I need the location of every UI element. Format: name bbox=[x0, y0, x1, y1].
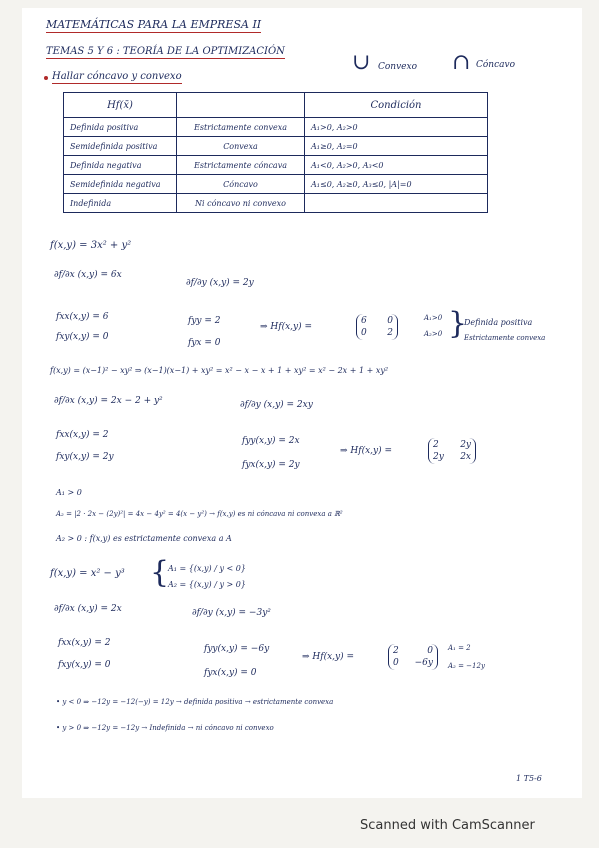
ex3-cond-a2: A₂ = −12y bbox=[448, 662, 485, 670]
matrix-cell: 2y bbox=[460, 440, 471, 450]
page-number: 1 T5-6 bbox=[516, 774, 542, 783]
ex1-function: f(x,y) = 3x² + y² bbox=[50, 240, 132, 251]
ex3-fxy: fxy(x,y) = 0 bbox=[58, 660, 111, 670]
ex2-hessian-matrix bbox=[428, 438, 476, 464]
table-header-condition: Condición bbox=[305, 93, 488, 118]
section-title: Hallar cóncavo y convexo bbox=[52, 71, 182, 82]
table-cell: Indefinida bbox=[64, 194, 177, 213]
ex3-line-2: • y > 0 ⇒ −12y = −12y → Indefinida → ni cóncavo ni convexo bbox=[56, 724, 274, 732]
table-header-type bbox=[177, 93, 305, 118]
ex1-fyy: fyy = 2 bbox=[188, 316, 221, 326]
scanner-watermark: Scanned with CamScanner bbox=[360, 818, 535, 833]
ex1-cond-a2: A₂>0 bbox=[424, 330, 443, 338]
table-cell: Cóncavo bbox=[177, 175, 305, 194]
ex2-a2: A₂ = |2 · 2x − (2y)²| = 4x − 4y² = 4(x − y²) → f(x,y) es ni cóncava ni convexa a ℝ² bbox=[56, 510, 343, 518]
ex2-fyx: fyx(x,y) = 2y bbox=[242, 460, 300, 470]
ex1-dfx: ∂f/∂x (x,y) = 6x bbox=[54, 270, 122, 280]
ex3-hf-label: ⇒ Hf(x,y) = bbox=[302, 652, 355, 662]
ex1-cond-a1: A₁>0 bbox=[424, 314, 443, 322]
page-subtitle: TEMAS 5 Y 6 : TEORÍA DE LA OPTIMIZACIÓN bbox=[46, 46, 285, 57]
ex1-hessian-matrix bbox=[356, 314, 398, 340]
matrix-cell: −6y bbox=[414, 658, 433, 668]
bullet-dot bbox=[44, 76, 48, 80]
ex1-hf-label: ⇒ Hf(x,y) = bbox=[260, 322, 313, 332]
table-cell: Semidefinida negativa bbox=[64, 175, 177, 194]
matrix-cell: 0 bbox=[361, 328, 367, 338]
ex1-fxx: fxx(x,y) = 6 bbox=[56, 312, 109, 322]
matrix-cell: 0 bbox=[393, 658, 399, 668]
ex1-fxy: fxy(x,y) = 0 bbox=[56, 332, 109, 342]
ex3-set-1: A₁ = {(x,y) / y < 0} bbox=[168, 564, 246, 573]
ex2-fxx: fxx(x,y) = 2 bbox=[56, 430, 109, 440]
ex1-dfy: ∂f/∂y (x,y) = 2y bbox=[186, 278, 254, 288]
table-row bbox=[64, 156, 488, 175]
table-cell: Definida negativa bbox=[64, 156, 177, 175]
table-cell bbox=[305, 194, 488, 213]
matrix-cell: 6 bbox=[361, 316, 367, 326]
ex2-dfy: ∂f/∂y (x,y) = 2xy bbox=[240, 400, 313, 410]
matrix-cell: 2 bbox=[387, 328, 393, 338]
table-header-row bbox=[64, 93, 488, 118]
matrix-cell: 2x bbox=[460, 452, 471, 462]
ex3-dfx: ∂f/∂x (x,y) = 2x bbox=[54, 604, 122, 614]
ex2-a1: A₁ > 0 bbox=[56, 488, 82, 497]
convex-icon: ∪ bbox=[352, 50, 371, 75]
ex2-fxy: fxy(x,y) = 2y bbox=[56, 452, 114, 462]
table-cell: Estrictamente cóncava bbox=[177, 156, 305, 175]
table-row bbox=[64, 137, 488, 156]
brace-icon: { bbox=[150, 555, 170, 590]
ex3-fyx: fyx(x,y) = 0 bbox=[204, 668, 257, 678]
table-cell: Ni cóncavo ni convexo bbox=[177, 194, 305, 213]
brace-icon: } bbox=[448, 306, 468, 341]
ex1-result-2: Estrictamente convexa bbox=[464, 334, 546, 342]
notebook-page bbox=[22, 8, 582, 798]
table-cell: A₁>0, A₂>0 bbox=[305, 118, 488, 137]
table-cell: A₁<0, A₂>0, A₃<0 bbox=[305, 156, 488, 175]
ex3-line-1: • y < 0 ⇒ −12y = −12(−y) = 12y → definida positiva → estrictamente convexa bbox=[56, 698, 334, 706]
concave-label: Cóncavo bbox=[476, 60, 516, 70]
ex1-result-1: Definida positiva bbox=[464, 318, 533, 327]
table-cell: Estrictamente convexa bbox=[177, 118, 305, 137]
ex2-fyy: fyy(x,y) = 2x bbox=[242, 436, 300, 446]
matrix-cell: 2y bbox=[433, 452, 444, 462]
ex2-hf-label: ⇒ Hf(x,y) = bbox=[340, 446, 393, 456]
hessian-table bbox=[63, 92, 488, 213]
matrix-cell: 2 bbox=[393, 646, 399, 656]
ex3-fyy: fyy(x,y) = −6y bbox=[204, 644, 270, 654]
ex3-hessian-matrix bbox=[388, 644, 438, 670]
ex3-set-2: A₂ = {(x,y) / y > 0} bbox=[168, 580, 246, 589]
ex3-fxx: fxx(x,y) = 2 bbox=[58, 638, 111, 648]
table-cell: Convexa bbox=[177, 137, 305, 156]
ex2-dfx: ∂f/∂x (x,y) = 2x − 2 + y² bbox=[54, 396, 163, 406]
ex1-fyx: fyx = 0 bbox=[188, 338, 221, 348]
matrix-cell: 0 bbox=[427, 646, 433, 656]
concave-icon: ∩ bbox=[452, 50, 471, 75]
ex3-dfy: ∂f/∂y (x,y) = −3y² bbox=[192, 608, 271, 618]
ex2-a3: A₂ > 0 : f(x,y) es estrictamente convexa a A bbox=[56, 534, 232, 543]
table-row bbox=[64, 118, 488, 137]
table-cell: A₁≤0, A₂≥0, A₃≤0, |A|=0 bbox=[305, 175, 488, 194]
ex3-cond-a1: A₁ = 2 bbox=[448, 644, 471, 652]
table-row bbox=[64, 194, 488, 213]
convex-label: Convexo bbox=[378, 62, 418, 72]
table-header-hf: Hf(x̄) bbox=[64, 93, 177, 118]
table-cell: A₁≥0, A₂=0 bbox=[305, 137, 488, 156]
ex2-function: f(x,y) = (x−1)² − xy² ⇒ (x−1)(x−1) + xy² = x² − x − x + 1 + xy² = x² − 2x + 1 + xy² bbox=[50, 366, 389, 375]
matrix-cell: 0 bbox=[387, 316, 393, 326]
table-cell: Semidefinida positiva bbox=[64, 137, 177, 156]
table-cell: Definida positiva bbox=[64, 118, 177, 137]
ex3-function: f(x,y) = x² − y³ bbox=[50, 568, 125, 579]
page-title: MATEMÁTICAS PARA LA EMPRESA II bbox=[46, 18, 262, 31]
table-row bbox=[64, 175, 488, 194]
matrix-cell: 2 bbox=[433, 440, 439, 450]
